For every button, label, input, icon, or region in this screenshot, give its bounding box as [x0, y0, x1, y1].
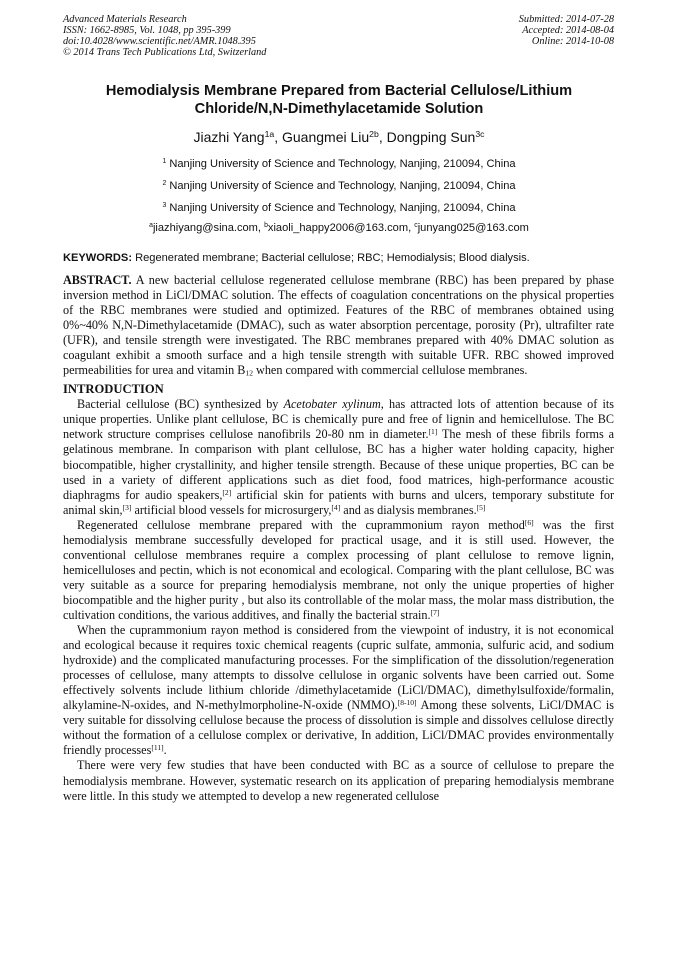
- citation: [1]: [428, 427, 438, 437]
- citation: [11]: [151, 743, 164, 753]
- accepted-date: Accepted: 2014-08-04: [522, 25, 614, 36]
- text-run: , has attracted lots of attention because of its unique properties. Unlike plant cellulose, BC is chemically pure and free of lignin and hemicellulose. The BC network structure comprises cellulose nanofibrils 20-80 nm in diameter.: [63, 397, 614, 442]
- main-text: [63, 273, 614, 804]
- text-run: There were very few studies that have been conducted with BC as a source of cellulose to prepare the hemodialysis membrane. However, systematic research on its application of preparing hemodialysis membrane were little. In this study we attempted to develop a new regenerated cellulose: [63, 758, 614, 803]
- citation: [5]: [476, 502, 486, 512]
- email-key: a: [149, 222, 153, 230]
- affiliation-2: [40, 179, 638, 193]
- email-key: c: [414, 222, 418, 230]
- author-1: Jiazhi Yang: [193, 129, 265, 145]
- abstract-text: A new bacterial cellulose regenerated cellulose membrane (RBC) has been prepared by phase inversion method in LiCl/DMAC solution. The effects of coagulation concentrations on the physical properties of the RBC membranes were studied and optimized. Features of the RBC of membranes obtained using 0%~40% N,N-Dimethylacetamide (DMAC), such as water absorption percentage, porosity (Pr), ultrafilter rate (UFR), and tensile strength were investigated. The RBC membranes prepared with 40% DMAC solution as coagulant exhibit a smooth surface and a high tensile strength with suitable UFR. RBC showed improved permeabilities for urea and vitamin B: [63, 273, 614, 378]
- journal-issn: ISSN: 1662-8985, Vol. 1048, pp 395-399: [63, 25, 231, 36]
- text-run: artificial blood vessels for microsurgery,: [131, 502, 332, 517]
- keywords: [63, 251, 623, 265]
- author-3-mark: 3c: [475, 129, 485, 140]
- paper-title: [50, 82, 628, 118]
- text-run: .: [163, 743, 167, 758]
- affiliation-1: [40, 157, 638, 171]
- title-line-1: Hemodialysis Membrane Prepared from Bacterial Cellulose/Lithium: [105, 83, 573, 99]
- citation: [4]: [331, 502, 341, 512]
- author-1-mark: 1a: [264, 129, 275, 140]
- journal-doi: doi:10.4028/www.scientific.net/AMR.1048.395: [63, 36, 256, 47]
- intro-paragraph-2: [63, 518, 614, 623]
- affiliation-text: Nanjing University of Science and Technology, Nanjing, 210094, China: [169, 180, 516, 192]
- author-3: Dongping Sun: [386, 129, 476, 145]
- affiliation-text: Nanjing University of Science and Technology, Nanjing, 210094, China: [169, 158, 516, 170]
- keywords-text: Regenerated membrane; Bacterial cellulose; RBC; Hemodialysis; Blood dialysis.: [132, 252, 530, 264]
- keywords-label: KEYWORDS:: [63, 252, 133, 264]
- affiliation-text: Nanjing University of Science and Technology, Nanjing, 210094, China: [169, 202, 516, 214]
- submitted-date: Submitted: 2014-07-28: [518, 14, 614, 25]
- intro-paragraph-4: [63, 758, 614, 803]
- email-3: junyang025@163.com: [417, 222, 529, 234]
- author-2-mark: 2b: [369, 129, 379, 140]
- email-1: jiazhiyang@sina.com,: [152, 222, 265, 234]
- section-heading-introduction: INTRODUCTION: [63, 382, 164, 397]
- affiliation-number: 1: [162, 158, 167, 166]
- text-run: The mesh of these fibrils forms a gelatinous membrane. In comparison with plant cellulose, BC has a higher water holding capacity, higher biocompatible, higher crystallinity, and higher tensile strength. Because of these unique properties, BC can be used in a variety of different applications such as diet food, food matrices, high-performance acoustic diaphragms for audio speakers,: [63, 427, 614, 502]
- species-name: Acetobater xylinum: [283, 397, 381, 412]
- text-run: artificial skin for patients with burns and ulcers, temporary substitute for animal skin,: [63, 487, 615, 517]
- abstract-tail: when compared with commercial cellulose membranes.: [252, 363, 528, 378]
- affiliation-3: [40, 201, 638, 215]
- abstract: [63, 273, 614, 378]
- citation: [8-10]: [397, 698, 417, 708]
- text-run: was the first hemodialysis membrane successfully developed for practical usage, and it is still used. However, the conventional cellulose membranes require a complex processing of plant cellulose to remove lignin, hemicelluloses and pectin, which is not economical and ecological. Comparing with the plant cellulose, BC was very suitable as a source for preparing hemodialysis membrane, not only the unique properties of higher biocompatible and the higher purity , but also its controllable of the molar mass, the molar mass distribution, the cultivation conditions, the various additives, and finally the bacterial strain.: [63, 517, 614, 622]
- author-separator: ,: [274, 129, 282, 145]
- intro-paragraph-3: [63, 623, 614, 758]
- journal-header: [63, 14, 266, 58]
- author-separator: ,: [378, 129, 387, 145]
- author-list: [40, 129, 638, 146]
- email-2: xiaoli_happy2006@163.com,: [267, 222, 415, 234]
- text-run: When the cuprammonium rayon method is considered from the viewpoint of industry, it is not economical and ecological because it requires toxic chemical reagents (cupric sulfate, ammonia, sulfuric acid, and sodium hydroxide) and the complicated manufacturing processes. For the simplification of the dissolution/regeneration processes of cellulose, many attempts to dissolve cellulose in organic solvents have been carried out. Some effectively solvents include lithium chloride /dimethylacetamide (LiCl/DMAC), dimethylsulfoxide/formalin, alkylamine-N-oxides, and N-methylmorpholine-N-oxide (NMMO).: [63, 623, 614, 713]
- title-line-2: Chloride/N,N-Dimethylacetamide Solution: [194, 101, 484, 117]
- author-2: Guangmei Liu: [282, 129, 370, 145]
- citation: [6]: [524, 517, 534, 527]
- email-list: [40, 221, 638, 235]
- text-run: Among these solvents, LiCl/DMAC is very suitable for dissolving cellulose because the process of dissolution is simple and dissolves cellulose directly without the formation of a cellulose complex or derivative, In addition, LiCl/DMAC provides environmentally friendly processes: [63, 698, 614, 758]
- affiliation-number: 3: [162, 202, 167, 210]
- text-run: Bacterial cellulose (BC) synthesized by: [77, 397, 284, 412]
- text-run: and as dialysis membranes.: [340, 502, 477, 517]
- citation: [3]: [122, 502, 132, 512]
- online-date: Online: 2014-10-08: [531, 36, 614, 47]
- abstract-subscript: 12: [245, 368, 253, 378]
- email-key: b: [264, 222, 268, 230]
- text-run: Regenerated cellulose membrane prepared with the cuprammonium rayon method: [77, 517, 525, 532]
- abstract-label: ABSTRACT.: [63, 273, 132, 287]
- intro-paragraph-1: [63, 397, 614, 517]
- citation: [7]: [430, 607, 440, 617]
- journal-copyright: © 2014 Trans Tech Publications Ltd, Switzerland: [63, 47, 267, 58]
- affiliation-number: 2: [162, 180, 167, 188]
- journal-name: Advanced Materials Research: [63, 14, 187, 25]
- dates-header: [519, 14, 614, 47]
- citation: [2]: [222, 487, 232, 497]
